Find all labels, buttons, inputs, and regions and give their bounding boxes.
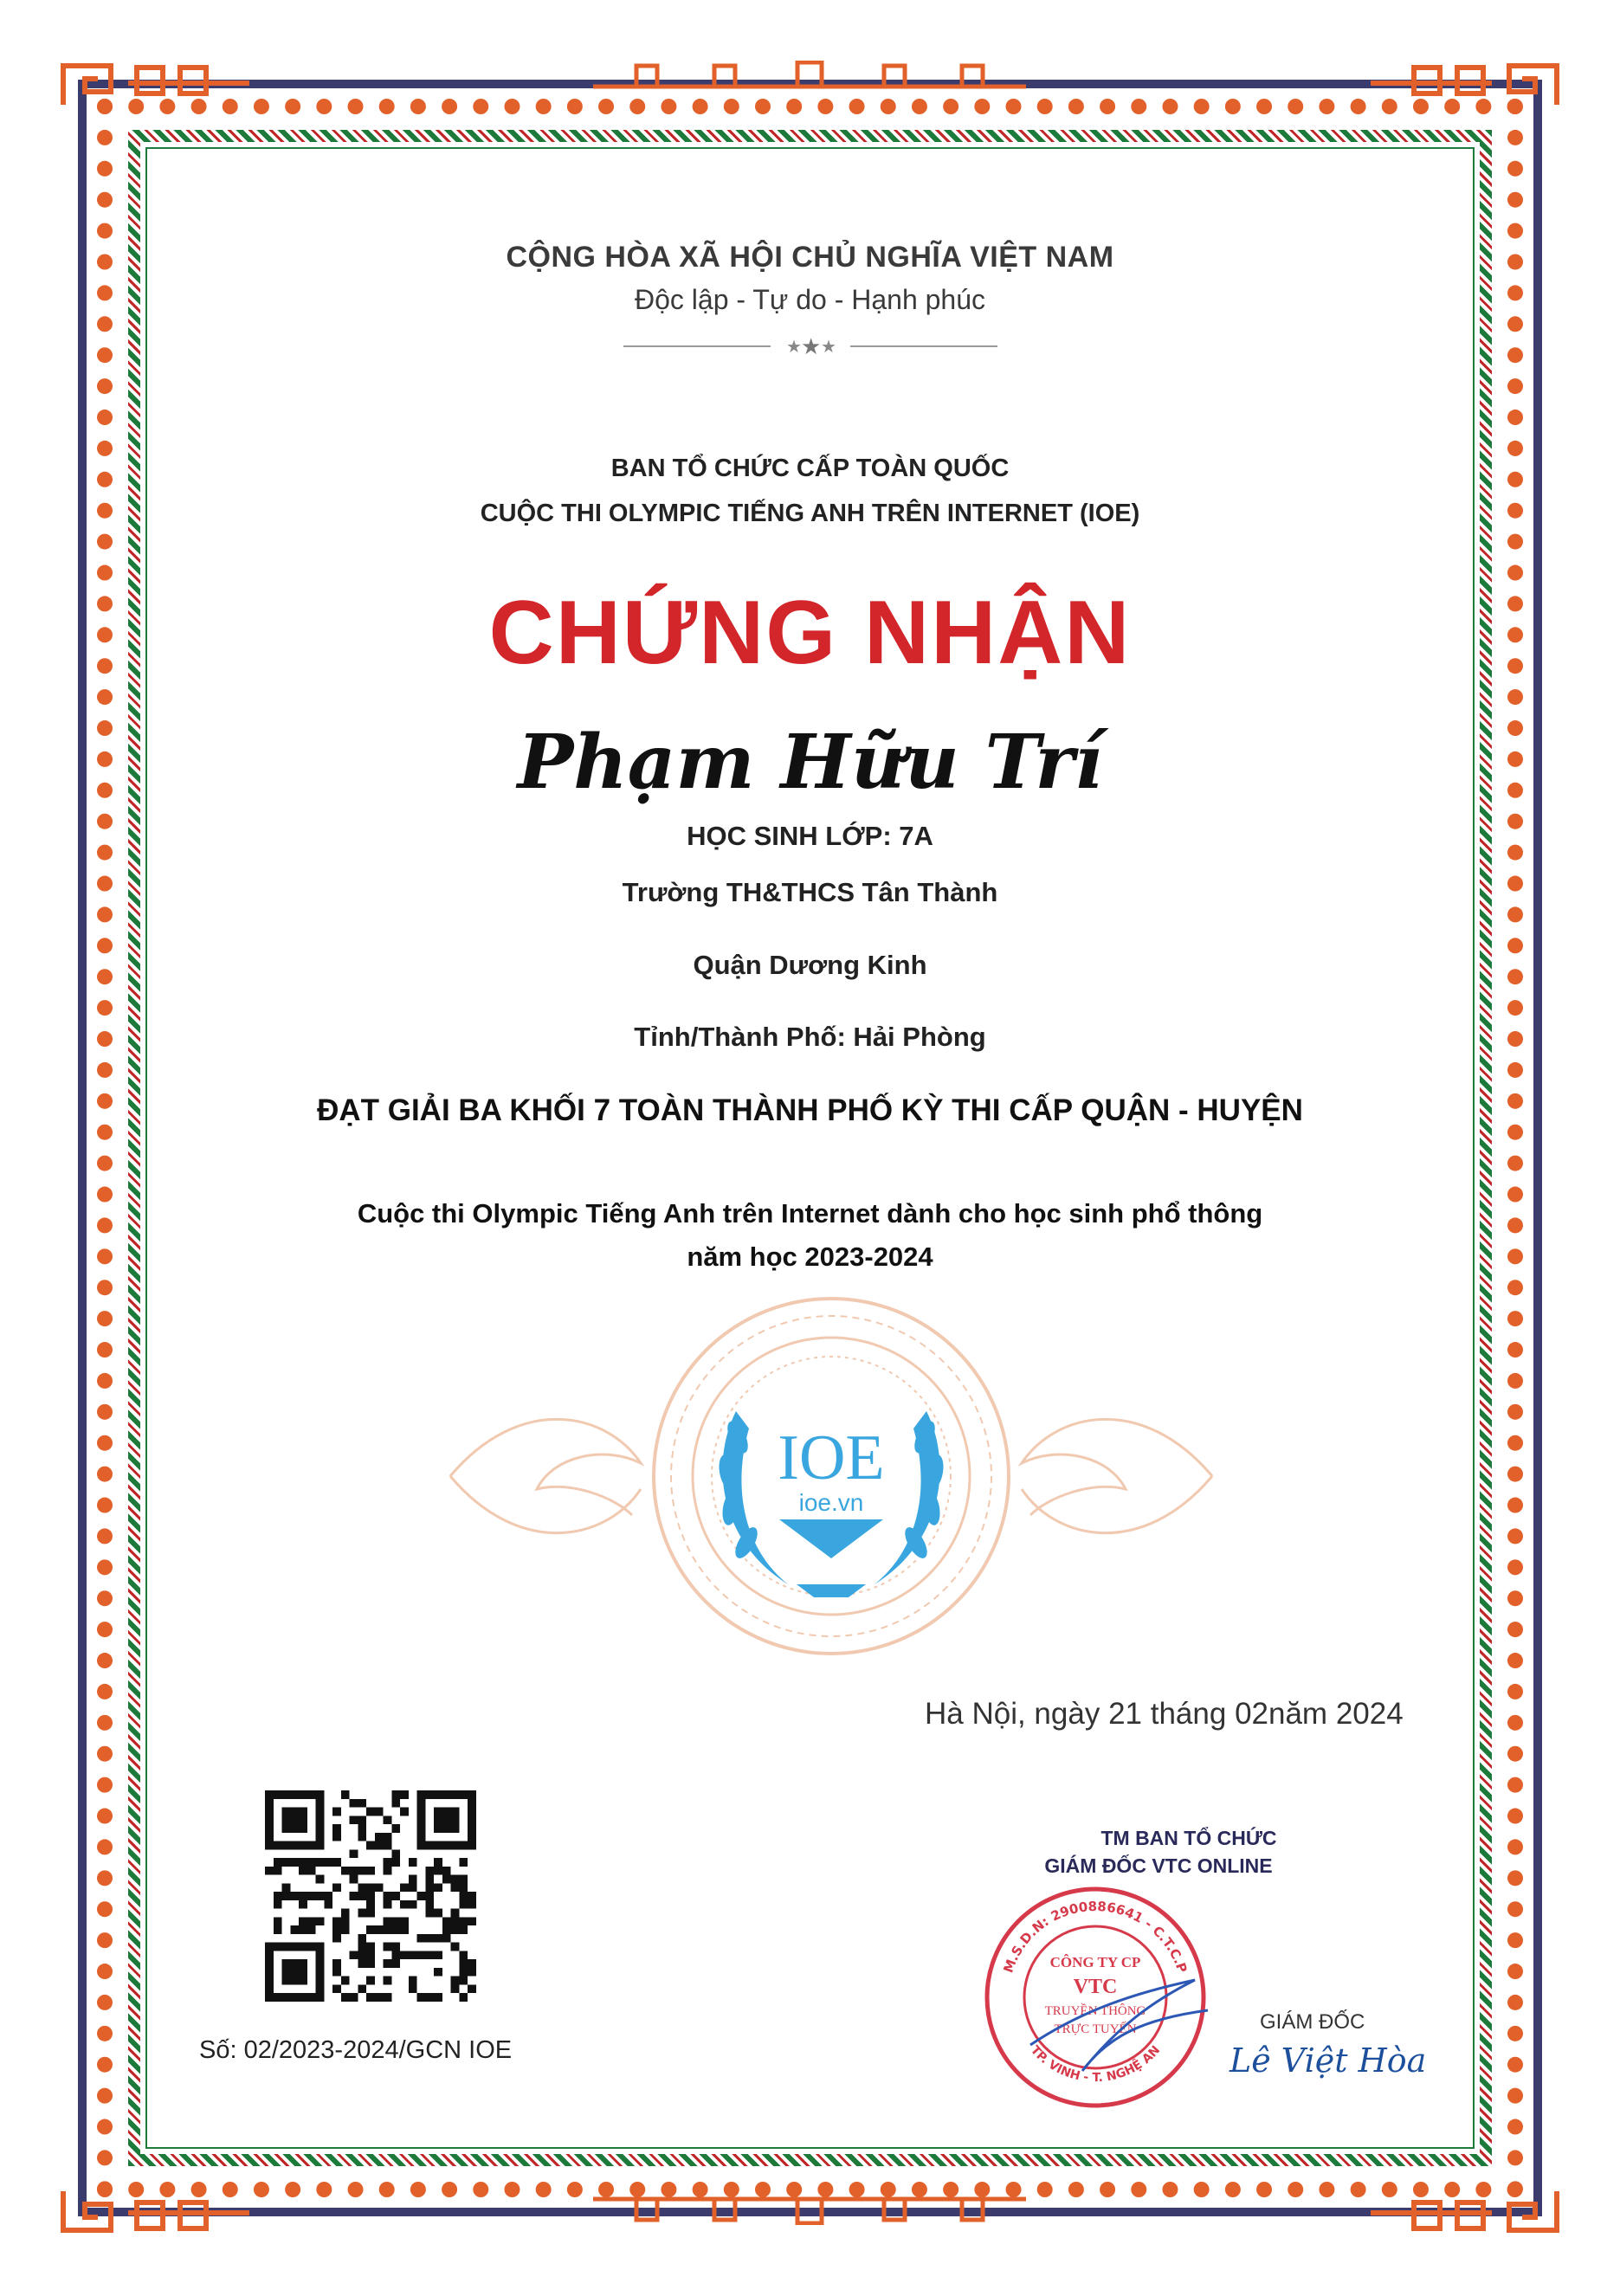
signer-role: GIÁM ĐỐC xyxy=(1260,2010,1365,2034)
signature-org-line: TM BAN TỔ CHỨC xyxy=(1100,1827,1277,1849)
country-name: CỘNG HÒA XÃ HỘI CHỦ NGHĨA VIỆT NAM xyxy=(506,241,1114,274)
qr-code xyxy=(265,1790,476,2002)
date-year: 2024 xyxy=(1335,1697,1404,1731)
organizer-line-2: CUỘC THI OLYMPIC TIẾNG ANH TRÊN INTERNET (IOE) xyxy=(480,500,1140,527)
recipient-name: Phạm Hữu Trí xyxy=(517,719,1103,806)
ioe-logo-url: ioe.vn xyxy=(798,1489,864,1516)
corner-ornament-top-right xyxy=(1362,57,1561,109)
stamp-ring-text: M.S.D.N: 2900886641 - C.T.C.P xyxy=(1000,1898,1191,1975)
class-line: HỌC SINH LỚP: 7A xyxy=(687,821,933,851)
date-month-label: tháng xyxy=(1150,1697,1227,1731)
district-name: Quận Dương Kinh xyxy=(693,950,927,980)
school-name: Trường TH&THCS Tân Thành xyxy=(622,877,998,907)
certificate-title: CHỨNG NHẬN xyxy=(488,583,1132,683)
certificate-serial: Số: 02/2023-2024/GCN IOE xyxy=(199,2036,513,2064)
date-month: 02 xyxy=(1235,1697,1268,1731)
national-motto: Độc lập - Tự do - Hạnh phúc xyxy=(634,284,986,315)
signature-title-line: GIÁM ĐỐC VTC ONLINE xyxy=(1044,1854,1273,1877)
stamp-company: CÔNG TY CP xyxy=(1049,1954,1141,1970)
svg-text:★: ★ xyxy=(821,336,836,357)
date-year-label: năm xyxy=(1268,1697,1328,1731)
divider-with-stars xyxy=(623,333,997,359)
stamp-bottom-text: TP. VINH - T. NGHỆ AN xyxy=(1027,2043,1164,2086)
stamp-brand: VTC xyxy=(1073,1976,1118,1998)
ioe-emblem xyxy=(416,1290,1247,1662)
date-prefix: Hà Nội, ngày xyxy=(925,1697,1100,1731)
province-name: Tỉnh/Thành Phố: Hải Phòng xyxy=(634,1022,986,1052)
corner-ornament-bottom-left xyxy=(59,2187,258,2239)
issue-date xyxy=(925,1697,1404,1732)
corner-ornament-top-left xyxy=(59,57,258,109)
stamp-line4: TRỰC TUYẾN xyxy=(1054,2022,1137,2036)
official-stamp xyxy=(978,1880,1212,2114)
bottom-center-ornament xyxy=(584,2190,1035,2225)
corner-ornament-bottom-right xyxy=(1362,2187,1561,2239)
award-text: ĐẠT GIẢI BA KHỐI 7 TOÀN THÀNH PHỐ KỲ THI CẤP QUẬN - HUYỆN xyxy=(317,1093,1303,1127)
top-center-ornament xyxy=(584,61,1035,95)
contest-line-1: Cuộc thi Olympic Tiếng Anh trên Internet dành cho học sinh phổ thông xyxy=(357,1198,1263,1229)
signer-name: Lê Việt Hòa xyxy=(1230,2041,1427,2080)
svg-text:★: ★ xyxy=(801,334,822,359)
date-day: 21 xyxy=(1108,1697,1142,1731)
ioe-logo-text: IOE xyxy=(778,1422,885,1493)
contest-line-2: năm học 2023-2024 xyxy=(687,1242,933,1272)
stamp-line3: TRUYỀN THÔNG xyxy=(1044,2004,1146,2018)
organizer-line-1: BAN TỔ CHỨC CẤP TOÀN QUỐC xyxy=(610,455,1010,482)
svg-text:★: ★ xyxy=(786,336,802,357)
